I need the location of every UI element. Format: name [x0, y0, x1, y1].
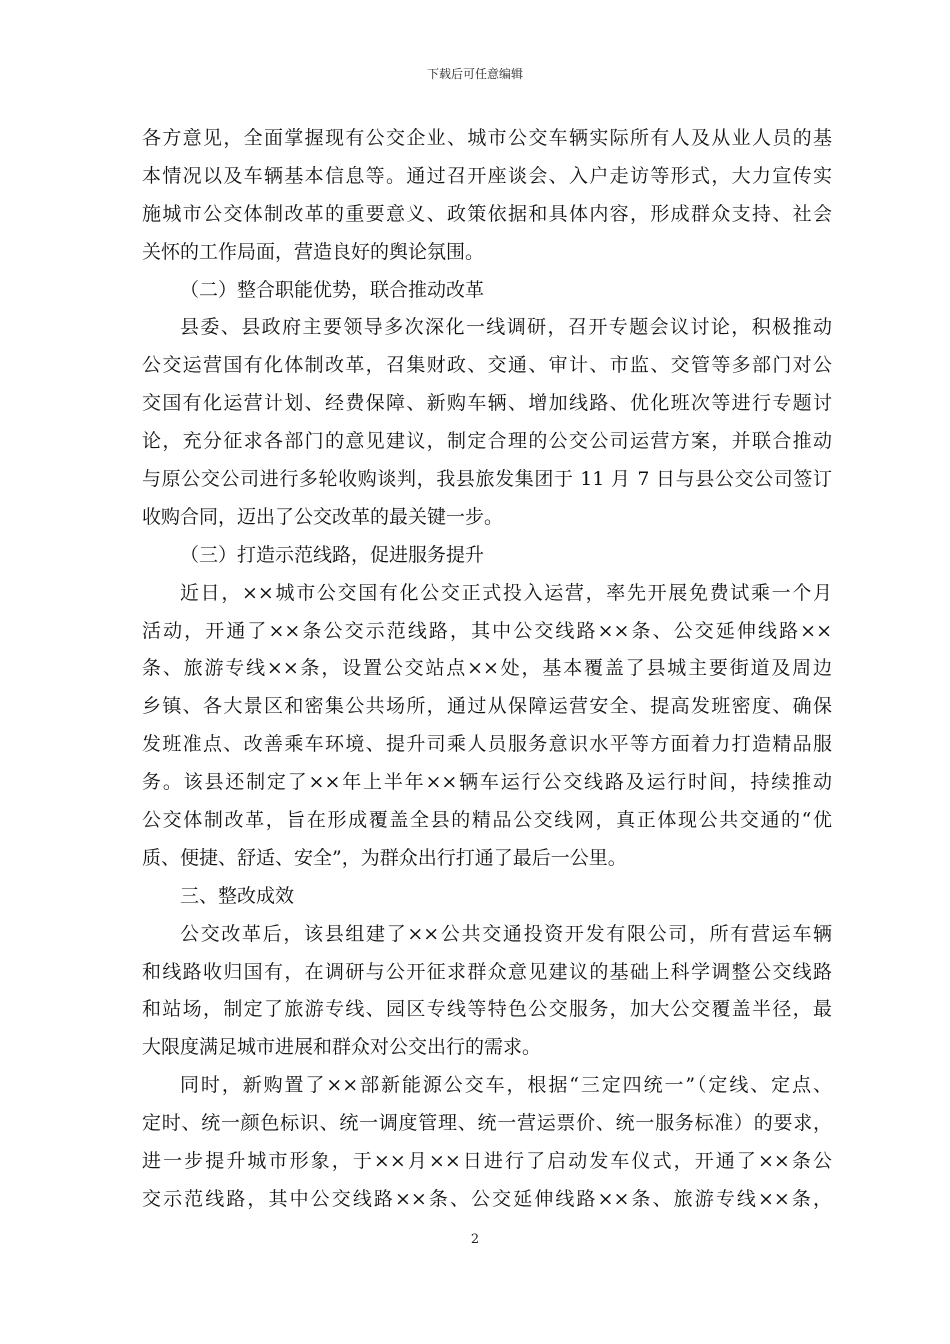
text-line: 公交体制改革，旨在形成覆盖全县的精品公交线网，真正体现公共交通的“优: [142, 809, 832, 832]
text-line: 务。该县还制定了××年上半年××辆车运行公交线路及运行时间，持续推动: [142, 771, 832, 794]
text-line: 乡镇、各大景区和密集公共场所，通过从保障运营安全、提高发班密度、确保: [142, 695, 832, 718]
page-header: 下载后可任意编辑: [426, 67, 523, 81]
text-line: 施城市公交体制改革的重要意义、政策依据和具体内容，形成群众支持、社会: [142, 202, 832, 225]
text-line: 与原公交公司进行多轮收购谈判，我县旅发集团于 11 月 7 日与县公交公司签订: [142, 468, 832, 491]
text-line: 发班准点、改善乘车环境、提升司乘人员服务意识水平等方面着力打造精品服: [142, 733, 832, 756]
text-line: 大限度满足城市进展和群众对公交出行的需求。: [142, 1036, 542, 1059]
text-line: 活动，开通了××条公交示范线路，其中公交线路××条、公交延伸线路××: [142, 619, 832, 642]
text-line: 和线路收归国有，在调研与公开征求群众意见建议的基础上科学调整公交线路: [142, 960, 832, 983]
text-line: 本情况以及车辆基本信息等。通过召开座谈会、入户走访等形式，大力宣传实: [142, 164, 832, 187]
text-line: 各方意见，全面掌握现有公交企业、城市公交车辆实际所有人及从业人员的基: [142, 127, 832, 149]
text-line: 进一步提升城市形象，于××月××日进行了启动发车仪式，开通了××条公: [142, 1150, 832, 1173]
text-line: 条、旅游专线××条，设置公交站点××处，基本覆盖了县城主要街道及周边: [142, 657, 832, 680]
text-line: 近日，××城市公交国有化公交正式投入运营，率先开展免费试乘一个月: [180, 581, 832, 604]
text-line: 论，充分征求各部门的意见建议，制定合理的公交公司运营方案，并联合推动: [142, 430, 832, 453]
text-line: 定时、统一颜色标识、统一调度管理、统一营运票价、统一服务标准）的要求，: [142, 1112, 832, 1135]
text-line: 交示范线路，其中公交线路××条、公交延伸线路××条、旅游专线××条，: [142, 1187, 832, 1210]
text-line: 县委、县政府主要领导多次深化一线调研，召开专题会议讨论，积极推动: [180, 316, 832, 339]
text-line: 收购合同，迈出了公交改革的最关键一步。: [142, 505, 504, 528]
text-line: 交国有化运营计划、经费保障、新购车辆、增加线路、优化班次等进行专题讨: [142, 392, 832, 415]
section-heading: （二）整合职能优势，联合推动改革: [180, 278, 485, 301]
page-number: 2: [470, 1232, 480, 1247]
document-body: [142, 120, 832, 1219]
text-line: 和站场，制定了旅游专线、园区专线等特色公交服务，加大公交覆盖半径，最: [142, 998, 832, 1021]
text-line: 同时，新购置了××部新能源公交车，根据“三定四统一”（定线、定点、: [180, 1074, 832, 1097]
text-line: 公交运营国有化体制改革，召集财政、交通、审计、市监、交管等多部门对公: [142, 354, 832, 377]
text-line: 关怀的工作局面，营造良好的舆论氛围。: [142, 240, 485, 263]
section-heading: （三）打造示范线路，促进服务提升: [180, 543, 485, 566]
text-line: 质、便捷、舒适、安全”，为群众出行打通了最后一公里。: [142, 846, 627, 869]
section-heading: 三、整改成效: [180, 884, 295, 907]
text-line: 公交改革后，该县组建了××公共交通投资开发有限公司，所有营运车辆: [180, 922, 832, 945]
